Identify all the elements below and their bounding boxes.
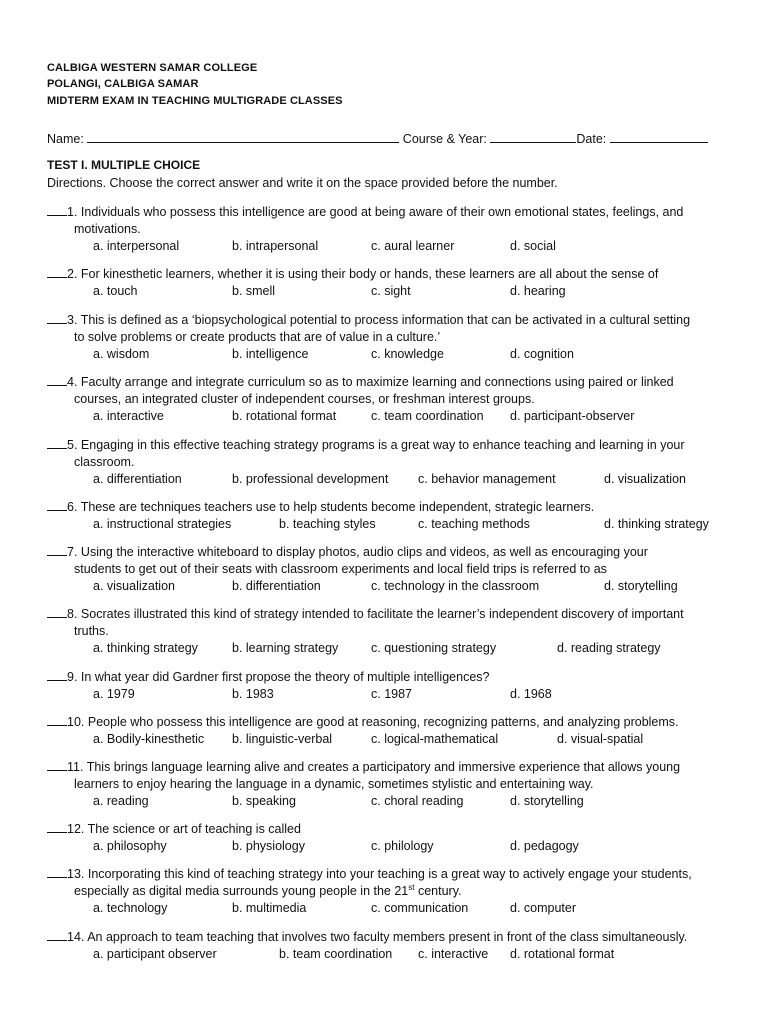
choices <box>47 838 722 855</box>
question-text: This is defined as a ‘biopsychological potential to process information that can be activated in a cultural setting <box>80 313 691 327</box>
choice-c: c. communication <box>371 901 469 915</box>
question-number: 3. <box>67 313 78 327</box>
choice-d: d. rotational format <box>510 947 615 961</box>
question-text: These are techniques teachers use to help students become independent, strategic learners. <box>80 500 595 514</box>
choice-b: b. intrapersonal <box>232 239 319 253</box>
choice-d: d. reading strategy <box>557 641 661 655</box>
answer-blank[interactable] <box>47 205 67 216</box>
question-text: An approach to team teaching that involves two faculty members present in front of the class simultaneously. <box>87 930 688 944</box>
text-part: century. <box>414 884 462 898</box>
choice-a: a. instructional strategies <box>93 517 232 531</box>
question-number: 8. <box>67 607 78 621</box>
answer-blank[interactable] <box>47 867 67 878</box>
question-text: People who possess this intelligence are good at reasoning, recognizing patterns, and analyzing problems. <box>87 715 679 729</box>
choice-d: d. storytelling <box>510 794 584 808</box>
answer-blank[interactable] <box>47 313 67 324</box>
question-text: The science or art of teaching is called <box>87 822 301 836</box>
choices <box>47 686 722 703</box>
question-13 <box>47 866 722 917</box>
question-text: Using the interactive whiteboard to display photos, audio clips and videos, as well as encouraging your <box>80 545 648 559</box>
answer-blank[interactable] <box>47 438 67 449</box>
choices <box>47 283 722 300</box>
choice-c: c. philology <box>371 839 434 853</box>
date-label: Date: <box>576 132 607 146</box>
choice-d: d. hearing <box>510 284 566 298</box>
question-text-continued: motivations. <box>74 222 141 236</box>
choice-c: c. interactive <box>418 947 489 961</box>
question-text: Faculty arrange and integrate curriculum so as to maximize learning and connections using paired or linked <box>80 375 674 389</box>
choice-d: d. cognition <box>510 347 574 361</box>
question-number: 9. <box>67 670 78 684</box>
question-number: 4. <box>67 375 78 389</box>
choice-c: c. knowledge <box>371 347 444 361</box>
choice-c: c. team coordination <box>371 409 484 423</box>
question-number: 1. <box>67 205 78 219</box>
choice-d: d. pedagogy <box>510 839 579 853</box>
choice-d: d. social <box>510 239 556 253</box>
question-10 <box>47 714 722 748</box>
question-4 <box>47 374 722 425</box>
question-text: Engaging in this effective teaching strategy programs is a great way to enhance teaching and learning in your <box>80 438 685 452</box>
question-number: 7. <box>67 545 78 559</box>
question-text-continued: learners to enjoy hearing the language in a dynamic, sometimes stylistic and entertaining way. <box>74 777 594 791</box>
question-text: Incorporating this kind of teaching strategy into your teaching is a great way to actively engage your students, <box>87 867 692 881</box>
choice-b: b. rotational format <box>232 409 337 423</box>
choice-d: d. storytelling <box>604 579 678 593</box>
choice-d: d. participant-observer <box>510 409 635 423</box>
choice-c: c. behavior management <box>418 472 556 486</box>
choice-c: c. 1987 <box>371 687 413 701</box>
choice-b: b. teaching styles <box>279 517 376 531</box>
question-number: 13. <box>67 867 85 881</box>
choice-d: d. 1968 <box>510 687 552 701</box>
directions: Directions. Choose the correct answer and write it on the space provided before the number. <box>47 176 558 190</box>
choice-d: d. computer <box>510 901 577 915</box>
name-label: Name: <box>47 132 84 146</box>
choice-b: b. linguistic-verbal <box>232 732 333 746</box>
choice-b: b. physiology <box>232 839 305 853</box>
choices <box>47 946 722 963</box>
choice-b: b. intelligence <box>232 347 309 361</box>
question-text: This brings language learning alive and creates a participatory and immersive experience that allows young <box>86 760 681 774</box>
test-title: TEST I. MULTIPLE CHOICE <box>47 158 201 172</box>
choices <box>47 346 722 363</box>
question-text-continued: to solve problems or create products that are of value in a culture.’ <box>74 330 441 344</box>
question-text-continued: classroom. <box>74 455 135 469</box>
choice-b: b. learning strategy <box>232 641 339 655</box>
answer-blank[interactable] <box>47 500 67 511</box>
choice-a: a. technology <box>93 901 168 915</box>
college-address: POLANGI, CALBIGA SAMAR <box>47 78 199 90</box>
question-text: Individuals who possess this intelligence are good at being aware of their own emotional states, feelings, and <box>80 205 684 219</box>
question-12 <box>47 821 722 855</box>
answer-blank[interactable] <box>47 607 67 618</box>
choice-a: a. interpersonal <box>93 239 180 253</box>
choices <box>47 516 722 533</box>
choice-a: a. reading <box>93 794 149 808</box>
choice-d: d. visualization <box>604 472 686 486</box>
question-5 <box>47 437 722 488</box>
question-number: 11. <box>67 760 84 774</box>
choice-a: a. interactive <box>93 409 164 423</box>
exam-title: MIDTERM EXAM IN TEACHING MULTIGRADE CLASSES <box>47 95 343 107</box>
question-3 <box>47 312 722 363</box>
choices <box>47 731 722 748</box>
student-info-row <box>47 131 727 146</box>
answer-blank[interactable] <box>47 267 67 278</box>
question-1 <box>47 204 722 255</box>
choice-b: b. 1983 <box>232 687 274 701</box>
date-blank[interactable] <box>610 131 708 143</box>
superscript: st <box>408 882 415 892</box>
choice-c: c. choral reading <box>371 794 464 808</box>
answer-blank[interactable] <box>47 715 67 726</box>
choices <box>47 793 722 810</box>
question-text-continued <box>47 883 722 900</box>
choices <box>47 471 722 488</box>
question-2 <box>47 266 722 300</box>
choice-c: c. aural learner <box>371 239 455 253</box>
answer-blank[interactable] <box>47 760 67 771</box>
choice-d: d. thinking strategy <box>604 517 709 531</box>
question-text-continued: students to get out of their seats with classroom experiments and local field trips is referred to as <box>74 562 607 576</box>
answer-blank[interactable] <box>47 822 67 833</box>
course-year-blank[interactable] <box>490 131 576 143</box>
question-text: For kinesthetic learners, whether it is using their body or hands, these learners are all about the sense of <box>80 267 659 281</box>
choice-c: c. questioning strategy <box>371 641 497 655</box>
choice-a: a. philosophy <box>93 839 167 853</box>
choices <box>47 900 722 917</box>
question-number: 6. <box>67 500 78 514</box>
answer-blank[interactable] <box>47 930 67 941</box>
question-8 <box>47 606 722 657</box>
question-text-continued: truths. <box>74 624 109 638</box>
choices <box>47 640 722 657</box>
answer-blank[interactable] <box>47 545 67 556</box>
question-number: 12. <box>67 822 85 836</box>
choice-b: b. multimedia <box>232 901 307 915</box>
choice-c: c. technology in the classroom <box>371 579 540 593</box>
choice-b: b. professional development <box>232 472 389 486</box>
choice-a: a. thinking strategy <box>93 641 198 655</box>
answer-blank[interactable] <box>47 375 67 386</box>
course-year-label: Course & Year: <box>402 132 487 146</box>
choice-b: b. smell <box>232 284 276 298</box>
answer-blank[interactable] <box>47 670 67 681</box>
name-blank[interactable] <box>87 131 399 143</box>
choice-a: a. participant observer <box>93 947 217 961</box>
question-number: 2. <box>67 267 78 281</box>
text-part: especially as digital media surrounds young people in the 21 <box>74 884 409 898</box>
choice-c: c. sight <box>371 284 411 298</box>
choice-b: b. team coordination <box>279 947 393 961</box>
choice-d: d. visual-spatial <box>557 732 644 746</box>
choice-a: a. wisdom <box>93 347 150 361</box>
choices <box>47 578 722 595</box>
choice-a: a. touch <box>93 284 138 298</box>
choice-a: a. differentiation <box>93 472 182 486</box>
choice-c: c. teaching methods <box>418 517 530 531</box>
question-9 <box>47 669 722 703</box>
question-text: In what year did Gardner first propose the theory of multiple intelligences? <box>80 670 490 684</box>
choice-b: b. differentiation <box>232 579 321 593</box>
question-7 <box>47 544 722 595</box>
choice-a: a. Bodily-kinesthetic <box>93 732 205 746</box>
question-text-continued: courses, an integrated cluster of independent courses, or freshman interest groups. <box>74 392 535 406</box>
question-text: Socrates illustrated this kind of strategy intended to facilitate the learner’s independent discovery of important <box>80 607 684 621</box>
question-number: 14. <box>67 930 85 944</box>
choices <box>47 408 722 425</box>
choices <box>47 238 722 255</box>
choice-b: b. speaking <box>232 794 296 808</box>
question-14 <box>47 929 722 963</box>
question-number: 5. <box>67 438 78 452</box>
choice-a: a. 1979 <box>93 687 135 701</box>
question-number: 10. <box>67 715 85 729</box>
question-11 <box>47 759 722 810</box>
choice-c: c. logical-mathematical <box>371 732 499 746</box>
college-name: CALBIGA WESTERN SAMAR COLLEGE <box>47 62 258 74</box>
choice-a: a. visualization <box>93 579 175 593</box>
question-6 <box>47 499 722 533</box>
